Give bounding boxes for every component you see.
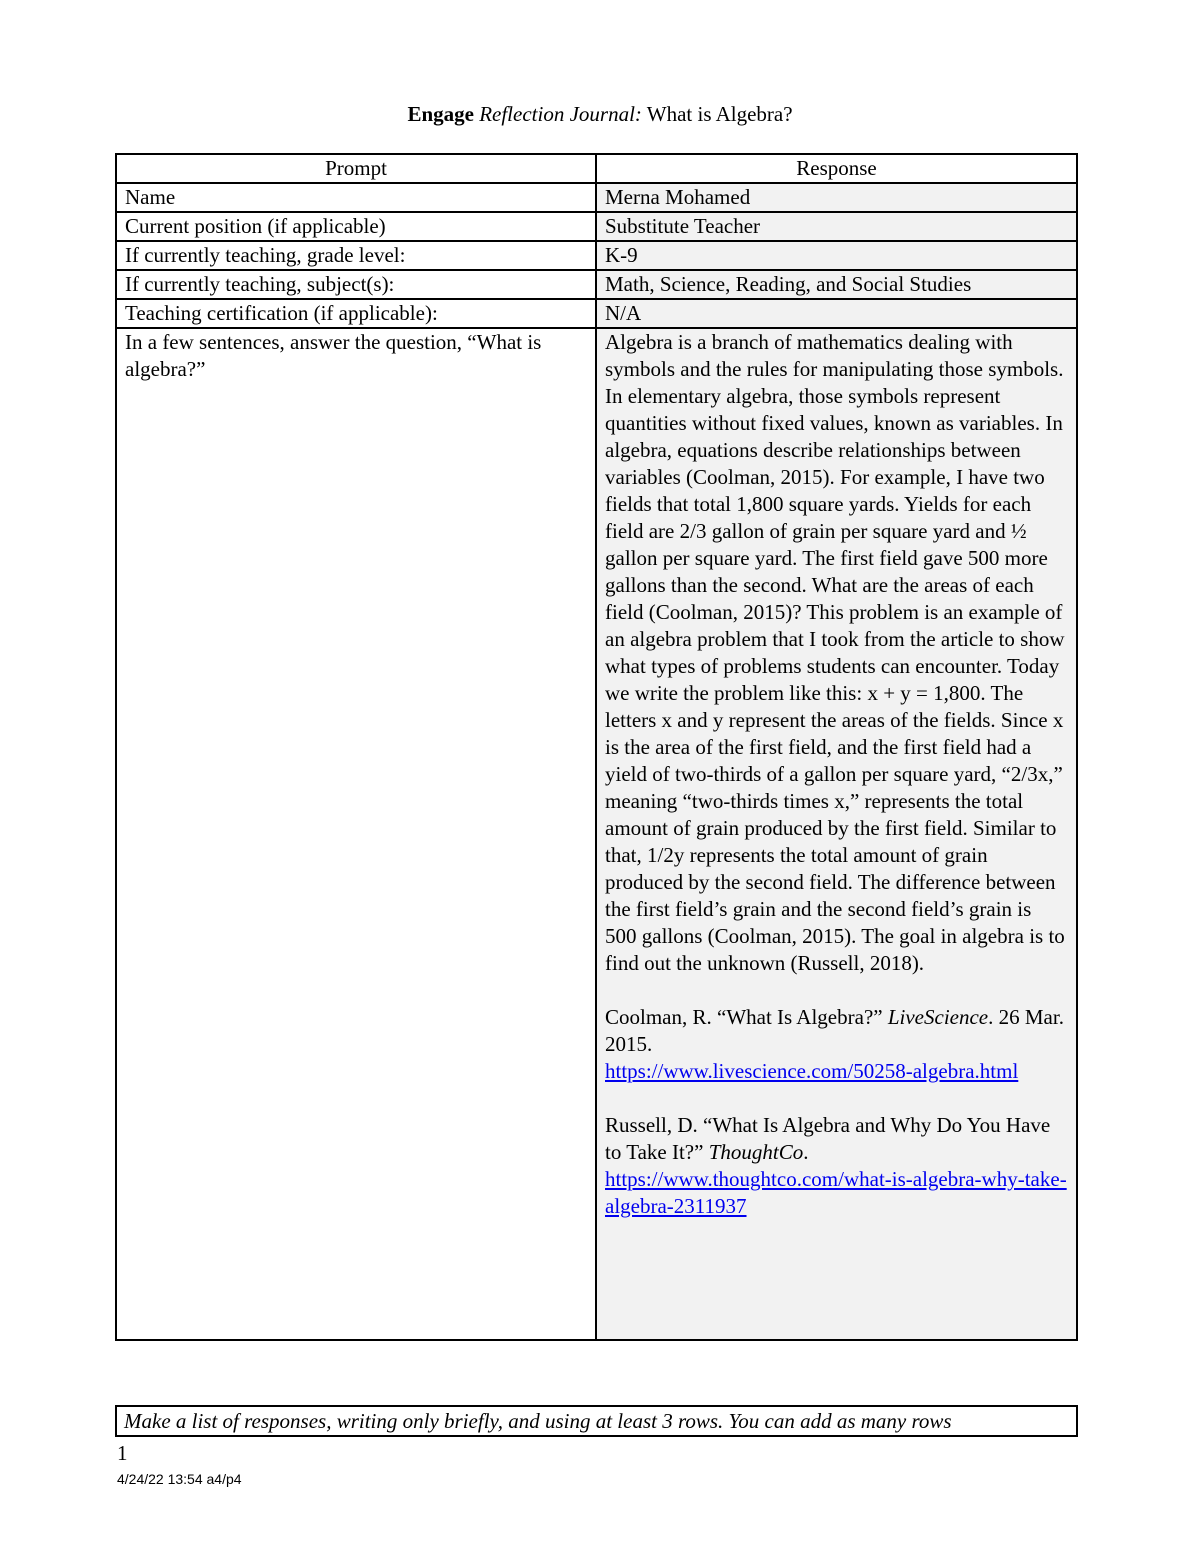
table-row (116, 241, 1077, 270)
reference-after: . 26 Mar. 2015. (605, 1005, 1064, 1056)
table-row (116, 270, 1077, 299)
reference-link[interactable]: https://www.thoughtco.com/what-is-algebra-why-take-algebra-2311937 (605, 1167, 1067, 1218)
journal-table (115, 153, 1078, 1341)
prompt-cell: Teaching certification (if applicable): (116, 299, 596, 328)
reference-text: Russell, D. “What Is Algebra and Why Do You Have to Take It?” (605, 1113, 1051, 1164)
page-number: 1 (117, 1441, 128, 1465)
table-row (116, 212, 1077, 241)
reference-link[interactable]: https://www.livescience.com/50258-algebra.html (605, 1059, 1019, 1083)
response-cell[interactable]: Math, Science, Reading, and Social Studies (596, 270, 1077, 299)
prompt-cell: Name (116, 183, 596, 212)
instruction-box: Make a list of responses, writing only briefly, and using at least 3 rows. You can add as many rows (115, 1405, 1078, 1437)
table-row (116, 299, 1077, 328)
title-italic: Reflection Journal: (479, 102, 642, 126)
prompt-cell: If currently teaching, grade level: (116, 241, 596, 270)
header-response: Response (596, 154, 1077, 183)
prompt-cell: Current position (if applicable) (116, 212, 596, 241)
table-header-row (116, 154, 1077, 183)
reference-source: LiveScience (887, 1005, 989, 1029)
title-bold: Engage (407, 102, 474, 126)
reference-source: ThoughtCo (708, 1140, 804, 1164)
spacer (605, 1085, 1068, 1112)
prompt-cell: If currently teaching, subject(s): (116, 270, 596, 299)
answer-paragraph: Algebra is a branch of mathematics dealing with symbols and the rules for manipulating those symbols. In elementary algebra, those symbols represent quantities without fixed values, known as variables. In algebra, equations describe relationships between variables (Coolman, 2015). For example, I have two fields that total 1,800 square yards. Yields for each field are 2/3 gallon of grain per square yard and ½ gallon per square yard. The first field gave 500 more gallons than the second. What are the areas of each field (Coolman, 2015)? This problem is an example of an algebra problem that I took from the article to show what types of problems students can encounter. Today we write the problem like this: x + y = 1,800. The letters x and y represent the areas of the fields. Since x is the area of the first field, and the first field had a yield of two-thirds of a gallon per square yard, “2/3x,” meaning “two-thirds times x,” represents the total amount of grain produced by the first field. Similar to that, 1/2y represents the total amount of grain produced by the second field. The difference between the first field’s grain and the second field’s grain is 500 gallons (Coolman, 2015). The goal in algebra is to find out the unknown (Russell, 2018). (605, 330, 1065, 975)
spacer (605, 977, 1068, 1004)
reference-after: . (803, 1140, 809, 1164)
response-cell[interactable]: Substitute Teacher (596, 212, 1077, 241)
reference-russell (605, 1112, 1068, 1220)
reference-coolman (605, 1004, 1068, 1085)
reference-text: Coolman, R. “What Is Algebra?” (605, 1005, 883, 1029)
print-stamp: 4/24/22 13:54 a4/p4 (117, 1471, 242, 1487)
response-cell[interactable]: K-9 (596, 241, 1077, 270)
table-row (116, 183, 1077, 212)
title-rest: What is Algebra? (646, 102, 793, 126)
header-prompt: Prompt (116, 154, 596, 183)
response-cell[interactable]: Merna Mohamed (596, 183, 1077, 212)
table-row-question (116, 328, 1077, 1340)
answer-cell[interactable] (596, 328, 1077, 1340)
question-prompt-cell: In a few sentences, answer the question, “What is algebra?” (116, 328, 596, 1340)
page-title (0, 100, 1200, 128)
response-cell[interactable]: N/A (596, 299, 1077, 328)
